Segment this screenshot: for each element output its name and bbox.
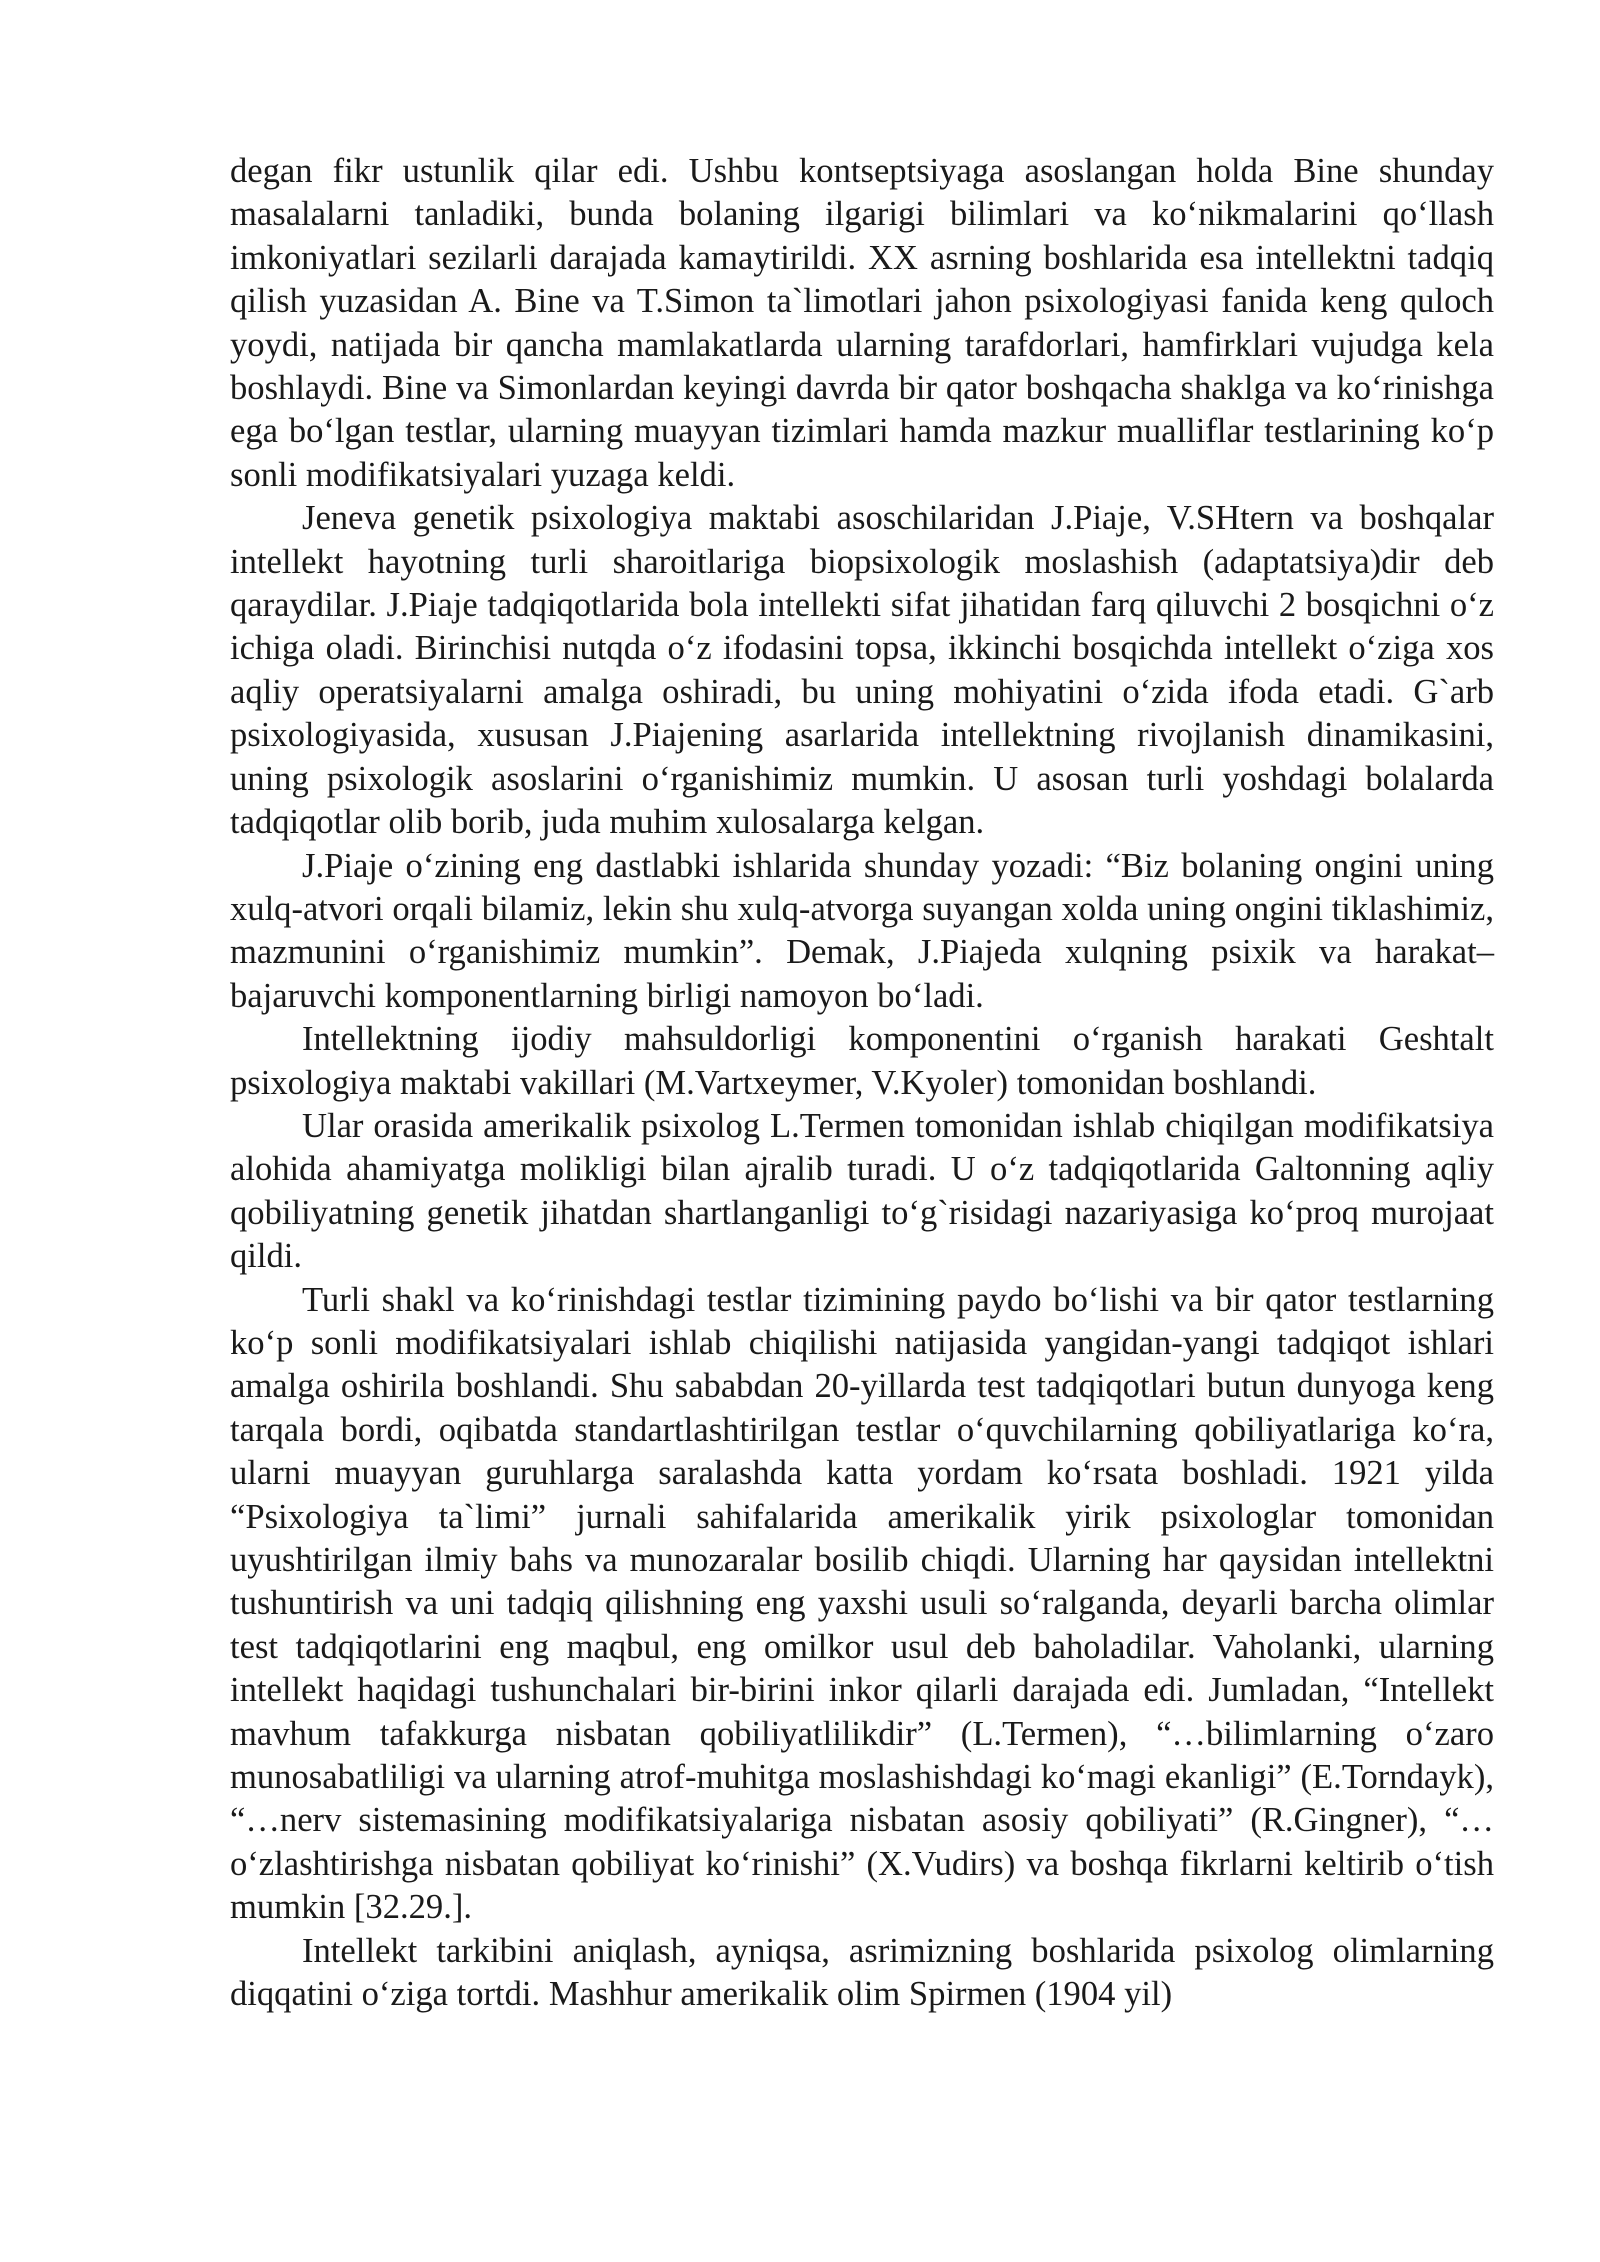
- document-page: [230, 150, 1494, 2016]
- paragraph-continuation: degan fikr ustunlik qilar edi. Ushbu kontseptsiyaga asoslangan holda Bine shunday masalalarni tanladiki, bunda bolaning ilgarigi bilimlari va ko‘nikmalarini qo‘llash imkoniyatlari sezilarli darajada kamaytirildi. XX asrning boshlarida esa intellektni tadqiq qilish yuzasidan A. Bine va T.Simon ta`limotlari jahon psixologiyasi fanida keng quloch yoydi, natijada bir qancha mamlakatlarda ularning tarafdorlari, hamfirklari vujudga kela boshlaydi. Bine va Simonlardan keyingi davrda bir qator boshqacha shaklga va ko‘rinishga ega bo‘lgan testlar, ularning muayyan tizimlari hamda mazkur mualliflar testlarining ko‘p sonli modifikatsiyalari yuzaga keldi.: [230, 152, 1494, 494]
- paragraph-piaget-quote: J.Piaje o‘zining eng dastlabki ishlarida shunday yozadi: “Biz bolaning ongini uning xulq-atvori orqali bilamiz, lekin shu xulq-atvorga suyangan xolda uning ongini tiklashimiz, mazmunini o‘rganishimiz mumkin”. Demak, J.Piajeda xulqning psixik va harakat–bajaruvchi komponentlarning birligi namoyon bo‘ladi.: [230, 846, 1494, 1015]
- paragraph-gestalt: Intellektning ijodiy mahsuldorligi komponentini o‘rganish harakati Geshtalt psixologiya maktabi vakillari (M.Vartxeymer, V.Kyoler) tomonidan boshlandi.: [230, 1020, 1494, 1102]
- paragraph-test-systems: Turli shakl va ko‘rinishdagi testlar tizimining paydo bo‘lishi va bir qator testlarning ko‘p sonli modifikatsiyalari ishlab chiqilishi natijasida yangidan-yangi tadqiqot ishlari amalga oshirila boshlandi. Shu sababdan 20-yillarda test tadqiqotlari butun dunyoga keng tarqala bordi, oqibatda standartlashtirilgan testlar o‘quvchilarning qobiliyatlariga ko‘ra, ularni muayyan guruhlarga saralashda katta yordam ko‘rsata boshladi. 1921 yilda “Psixologiya ta`limi” jurnali sahifalarida amerikalik yirik psixologlar tomonidan uyushtirilgan ilmiy bahs va munozaralar bosilib chiqdi. Ularning har qaysidan intellektni tushuntirish va uni tadqiq qilishning eng yaxshi usuli so‘ralganda, deyarli barcha olimlar test tadqiqotlarini eng maqbul, eng omilkor usul deb baholadilar. Vaholanki, ularning intellekt haqidagi tushunchalari bir-birini inkor qilarli darajada edi. Jumladan, “Intellekt mavhum tafakkurga nisbatan qobiliyatlilikdir” (L.Termen), “…bilimlarning o‘zaro munosabatliligi va ularning atrof-muhitga moslashishdagi ko‘magi ekanligi” (E.Torndayk), “…nerv sistemasining modifikatsiyalariga nisbatan asosiy qobiliyati” (R.Gingner), “…o‘zlashtirishga nisbatan qobiliyat ko‘rinishi” (X.Vudirs) va boshqa fikrlarni keltirib o‘tish mumkin [32.29.].: [230, 1280, 1494, 1927]
- paragraph-intellect-structure: Intellekt tarkibini aniqlash, ayniqsa, asrimizning boshlarida psixolog olimlarning diqqatini o‘ziga tortdi. Mashhur amerikalik olim Spirmen (1904 yil): [230, 1931, 1494, 2014]
- paragraph-geneva-school: Jeneva genetik psixologiya maktabi asoschilaridan J.Piaje, V.SHtern va boshqalar intellekt hayotning turli sharoitlariga biopsixologik moslashish (adaptatsiya)dir deb qaraydilar. J.Piaje tadqiqotlarida bola intellekti sifat jihatidan farq qiluvchi 2 bosqichni o‘z ichiga oladi. Birinchisi nutqda o‘z ifodasini topsa, ikkinchi bosqichda intellekt o‘ziga xos aqliy operatsiyalarni amalga oshiradi, bu uning mohiyatini o‘zida ifoda etadi. G`arb psixologiyasida, xususan J.Piajening asarlarida intellektning rivojlanish dinamikasini, uning psixologik asoslarini o‘rganishimiz mumkin. U asosan turli yoshdagi bolalarda tadqiqotlar olib borib, juda muhim xulosalarga kelgan.: [230, 499, 1494, 842]
- paragraph-termen: Ular orasida amerikalik psixolog L.Termen tomonidan ishlab chiqilgan modifikatsiya alohida ahamiyatga molikligi bilan ajralib turadi. U o‘z tadqiqotlarida Galtonning aqliy qobiliyatning genetik jihatdan shartlanganligi to‘g`risidagi nazariyasiga ko‘proq murojaat qildi.: [230, 1106, 1494, 1276]
